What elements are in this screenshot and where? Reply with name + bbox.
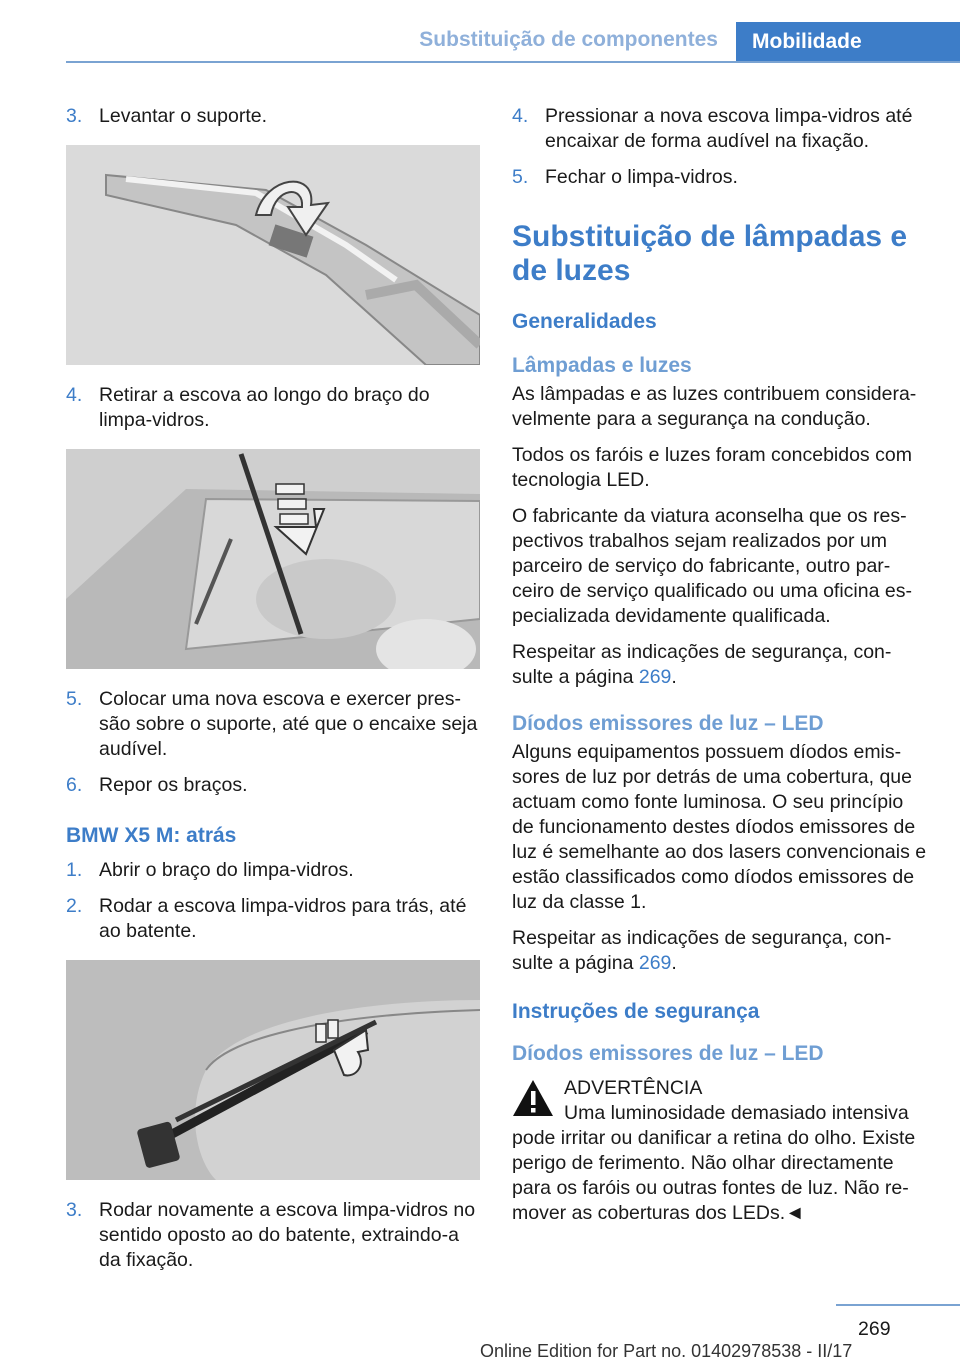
wiper-holder-figure [66,145,480,365]
safety-reference [512,926,928,976]
windshield-wiper-figure [66,449,480,669]
step-text: Pressionar a nova escova limpa-vidros até encaixar de forma audível na fixação. [545,105,913,152]
step-number: 1. [66,859,83,881]
step-text: Levantar o suporte. [99,105,268,127]
warning-box [512,1076,928,1126]
step-number: 5. [66,688,83,710]
step-number: 5. [512,166,529,188]
reference-end: . [671,952,677,974]
rear-wiper-heading: BMW X5 M: atrás [66,824,237,847]
page-link[interactable]: 269 [638,952,672,974]
step-number: 6. [66,774,83,796]
general-heading: Generalidades [512,310,657,333]
reference-text: Respeitar as indicações de segurança, con-sulte a página [512,927,892,974]
rear-wiper-figure [66,960,480,1180]
warning-icon [512,1078,554,1118]
step-extract-blade [66,1198,480,1273]
reference-text: Respeitar as indicações de segurança, con-sulte a página [512,641,892,688]
page-header [0,0,960,62]
paragraph: As lâmpadas e as luzes contribuem considera-velmente para a segurança na condução. [512,383,917,430]
left-column [66,104,480,1284]
step-close-wiper [512,165,928,190]
right-column [512,104,928,1226]
step-insert-blade [66,687,480,762]
chapter-tab: Mobilidade [736,22,960,62]
page-link[interactable]: 269 [638,666,672,688]
step-replace-arms [66,773,480,798]
edition-note: Online Edition for Part no. 01402978538 - II/17 [480,1341,853,1361]
warning-first-line: Uma luminosidade demasiado intensiva [564,1102,909,1124]
reference-end: . [671,666,677,688]
lamps-heading: Lâmpadas e luzes [512,354,692,377]
step-remove-blade [66,383,480,433]
step-text: Rodar novamente a escova limpa-vidros no sentido oposto ao do batente, extraindo-a da fixação. [99,1199,476,1271]
step-text: Rodar a escova limpa-vidros para trás, até ao batente. [99,895,467,942]
step-rotate-back [66,894,480,944]
step-text: Abrir o braço do limpa-vidros. [99,859,354,881]
safety-reference [512,640,928,690]
section-title: Substituição de componentes [419,28,718,51]
step-number: 3. [66,1199,83,1221]
led-heading: Díodos emissores de luz – LED [512,712,824,735]
bulbs-lights-heading: Substituição de lâmpadas e de luzes [512,220,908,287]
step-text: Fechar o limpa-vidros. [545,166,738,188]
step-lift-holder [66,104,480,129]
warning-text: pode irritar ou danificar a retina do olho. Existe perigo de ferimento. Não olhar directamente para os faróis ou outras fontes de luz. Não re-mover as coberturas dos LEDs.◄ [512,1127,916,1224]
step-number: 3. [66,105,83,127]
paragraph: Alguns equipamentos possuem díodos emis-sores de luz por detrás de uma cobertura, que actuam como fonte luminosa. O seu princípio de funcionamento destes díodos emissores de luz é semelhante ao dos lasers convencionais e estão classificados como díodos emissores de luz da classe 1. [512,741,927,913]
step-text: Repor os braços. [99,774,248,796]
step-press-new-blade [512,104,928,154]
step-number: 4. [512,105,529,127]
paragraph: O fabricante da viatura aconselha que os res-pectivos trabalhos sejam realizados por um parceiro de serviço do fabricante, outro par-ceiro de serviço qualificado ou uma oficina es-pecializada devidamente qualificada. [512,505,912,627]
step-number: 4. [66,384,83,406]
step-open-arm [66,858,480,883]
step-number: 2. [66,895,83,917]
safety-heading: Instruções de segurança [512,1000,760,1023]
page-number: 269 [858,1318,891,1340]
step-text: Colocar uma nova escova e exercer pres-são sobre o suporte, até que o encaixe seja audível. [99,688,478,760]
led-heading-2: Díodos emissores de luz – LED [512,1042,824,1065]
step-text: Retirar a escova ao longo do braço do limpa-vidros. [99,384,430,431]
paragraph: Todos os faróis e luzes foram concebidos com tecnologia LED. [512,444,912,491]
warning-title: ADVERTÊNCIA [564,1077,703,1099]
header-rule [66,61,960,63]
footer-rule [836,1304,960,1306]
